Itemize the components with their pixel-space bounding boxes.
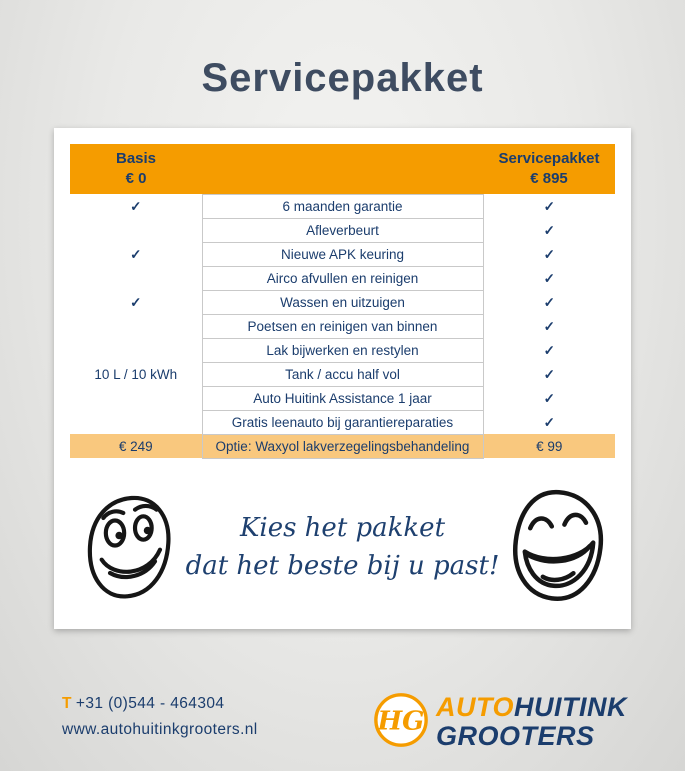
feature-cell: Tank / accu half vol (202, 362, 483, 386)
contact-block (62, 691, 258, 743)
tagline-line2: dat het beste bij u past! (185, 550, 500, 581)
comparison-card (54, 128, 631, 629)
table-row (70, 218, 615, 242)
table-row (70, 242, 615, 266)
website-line (62, 717, 258, 743)
service-label: Servicepakket (498, 150, 600, 167)
service-price: € 895 (530, 169, 568, 187)
table-header-service (483, 144, 615, 194)
basis-cell (70, 338, 202, 362)
table-row (70, 266, 615, 290)
logo-auto: AUTO (435, 692, 514, 722)
option-feature-cell: Optie: Waxyol lakverzegelingsbehandeling (202, 434, 483, 458)
phone-line (62, 691, 258, 717)
logo-grooters: GROOTERS (435, 721, 595, 751)
table-row (70, 338, 615, 362)
feature-cell: Gratis leenauto bij garantiereparaties (202, 410, 483, 434)
comparison-rows (70, 194, 615, 434)
tagline-text (180, 510, 505, 585)
feature-cell: Lak bijwerken en restylen (202, 338, 483, 362)
tagline-line1: Kies het pakket (239, 512, 446, 543)
basis-cell (70, 218, 202, 242)
basis-cell: ✓ (130, 246, 142, 262)
basis-cell: ✓ (130, 198, 142, 214)
basis-cell: 10 L / 10 kWh (94, 366, 178, 382)
service-cell: ✓ (543, 246, 555, 262)
service-cell: ✓ (543, 318, 555, 334)
feature-cell: Nieuwe APK keuring (202, 242, 483, 266)
service-cell: ✓ (543, 390, 555, 406)
basis-price: € 0 (125, 169, 147, 187)
feature-cell: Afleverbeurt (202, 218, 483, 242)
basis-cell (70, 266, 202, 290)
feature-cell: 6 maanden garantie (202, 194, 483, 218)
table-row (70, 410, 615, 434)
basis-cell (70, 410, 202, 434)
company-logo (372, 691, 627, 754)
table-header-basis (70, 144, 202, 194)
table-row (70, 290, 615, 314)
service-cell: ✓ (543, 198, 555, 214)
basis-label: Basis (115, 150, 157, 167)
table-row (70, 386, 615, 410)
comparison-table (70, 144, 615, 459)
feature-cell: Poetsen en reinigen van binnen (202, 314, 483, 338)
service-cell: ✓ (543, 342, 555, 358)
feature-cell: Auto Huitink Assistance 1 jaar (202, 386, 483, 410)
service-cell: ✓ (543, 294, 555, 310)
table-header-spacer (202, 144, 483, 194)
smiley-laugh-icon (505, 485, 613, 611)
service-cell: ✓ (543, 270, 555, 286)
basis-cell (70, 314, 202, 338)
phone-label: T (62, 694, 72, 712)
logo-monogram-text: HG (377, 706, 425, 737)
table-row (70, 314, 615, 338)
smiley-wink-icon (80, 489, 180, 607)
table-row (70, 362, 615, 386)
table-header-row (70, 144, 615, 194)
phone-number: +31 (0)544 - 464304 (75, 694, 225, 712)
page-title: Servicepakket (201, 56, 484, 100)
service-cell: ✓ (543, 366, 555, 382)
tagline-section (54, 459, 631, 611)
website-link[interactable]: www.autohuitinkgrooters.nl (62, 720, 258, 738)
service-cell: ✓ (543, 414, 555, 430)
logo-huitink: HUITINK (514, 692, 627, 722)
feature-cell: Wassen en uitzuigen (202, 290, 483, 314)
service-cell: ✓ (543, 222, 555, 238)
basis-cell: ✓ (130, 294, 142, 310)
option-row (70, 434, 615, 458)
logo-wordmark (436, 694, 627, 750)
option-basis-cell: € 249 (70, 434, 202, 458)
logo-monogram-icon (372, 691, 430, 754)
basis-cell (70, 386, 202, 410)
feature-cell: Airco afvullen en reinigen (202, 266, 483, 290)
option-service-cell: € 99 (483, 434, 615, 458)
footer (0, 691, 685, 754)
table-row (70, 194, 615, 218)
